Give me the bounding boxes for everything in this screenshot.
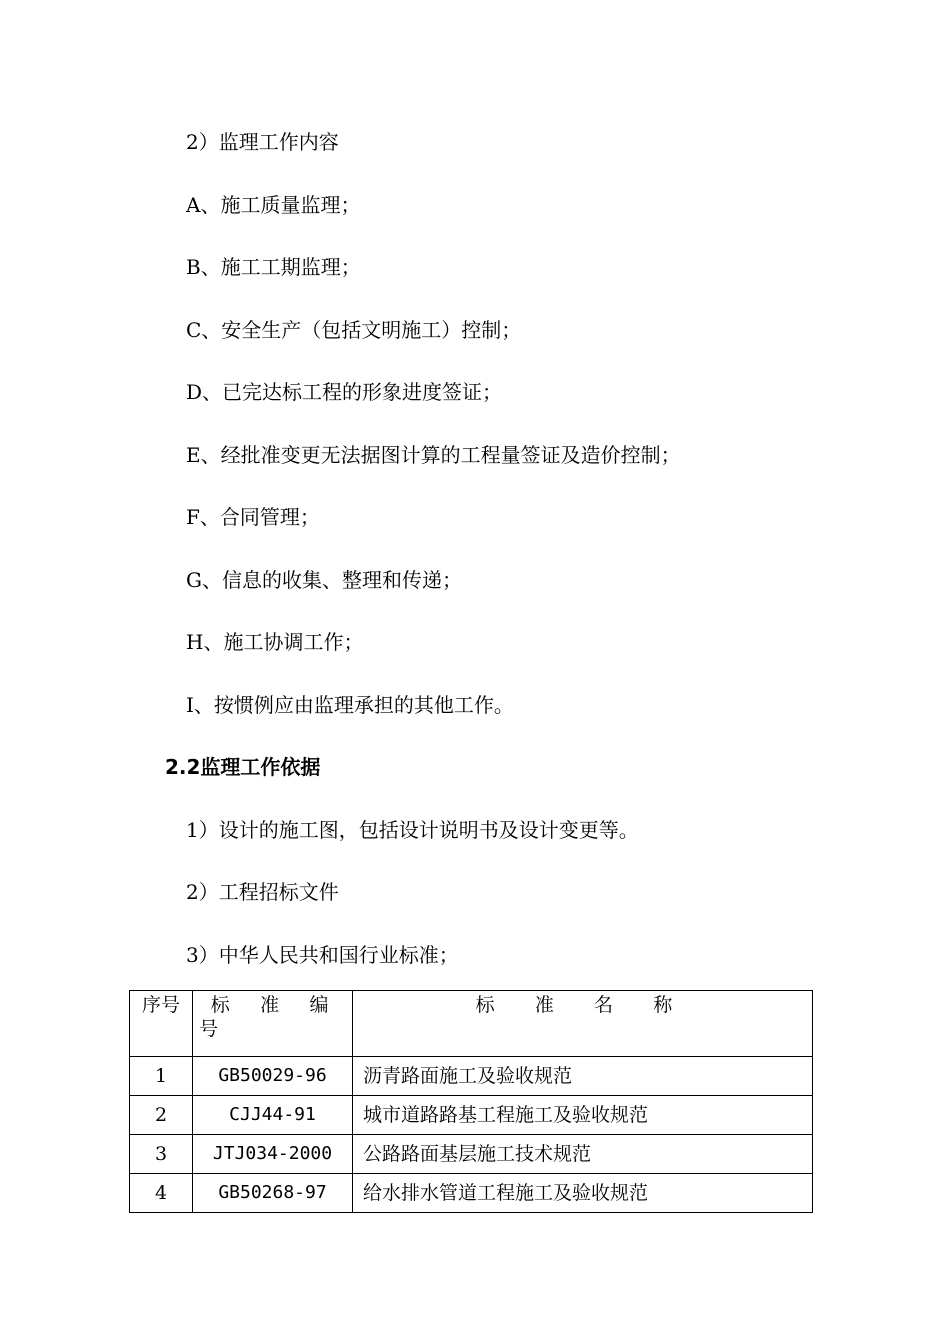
- row-num: 1: [130, 1057, 193, 1096]
- work-item-g: G、信息的收集、整理和传递；: [186, 568, 462, 592]
- row-code: JTJ034-2000: [193, 1135, 353, 1174]
- work-item-f: F、合同管理；: [186, 505, 320, 529]
- work-item-h: H、施工协调工作；: [186, 630, 364, 654]
- row-code: GB50268-97: [193, 1174, 353, 1213]
- header-num: 序号: [130, 991, 193, 1057]
- section-heading-basis: 2.2监理工作依据: [165, 755, 321, 779]
- header-code-line2: 号: [199, 1018, 219, 1040]
- header-code: [193, 991, 353, 1057]
- row-num: 4: [130, 1174, 193, 1213]
- work-content-intro: 2）监理工作内容: [186, 130, 339, 154]
- row-code: CJJ44-91: [193, 1096, 353, 1135]
- work-item-e: E、经批准变更无法据图计算的工程量签证及造价控制；: [186, 443, 681, 467]
- table-row: [130, 1135, 813, 1174]
- row-num: 3: [130, 1135, 193, 1174]
- basis-item-2: 2）工程招标文件: [186, 880, 339, 904]
- work-item-a: A、施工质量监理；: [186, 193, 361, 217]
- work-item-c: C、安全生产（包括文明施工）控制；: [186, 318, 522, 342]
- row-code: GB50029-96: [193, 1057, 353, 1096]
- row-name: 城市道路路基工程施工及验收规范: [353, 1096, 813, 1135]
- row-name: 沥青路面施工及验收规范: [353, 1057, 813, 1096]
- header-name: 标 准 名 称: [353, 991, 813, 1057]
- work-item-d: D、已完达标工程的形象进度签证；: [186, 380, 503, 404]
- row-name: 给水排水管道工程施工及验收规范: [353, 1174, 813, 1213]
- header-code-line1: 标 准 编: [210, 994, 335, 1016]
- basis-item-3: 3）中华人民共和国行业标准；: [186, 943, 459, 967]
- work-item-i: I、按惯例应由监理承担的其他工作。: [186, 693, 514, 717]
- work-item-b: B、施工工期监理；: [186, 255, 361, 279]
- row-num: 2: [130, 1096, 193, 1135]
- table-row: [130, 1096, 813, 1135]
- table-row: [130, 1057, 813, 1096]
- table-row: [130, 1174, 813, 1213]
- standards-table: [129, 990, 813, 1213]
- table-header-row: [130, 991, 813, 1057]
- row-name: 公路路面基层施工技术规范: [353, 1135, 813, 1174]
- basis-item-1: 1）设计的施工图，包括设计说明书及设计变更等。: [186, 818, 639, 842]
